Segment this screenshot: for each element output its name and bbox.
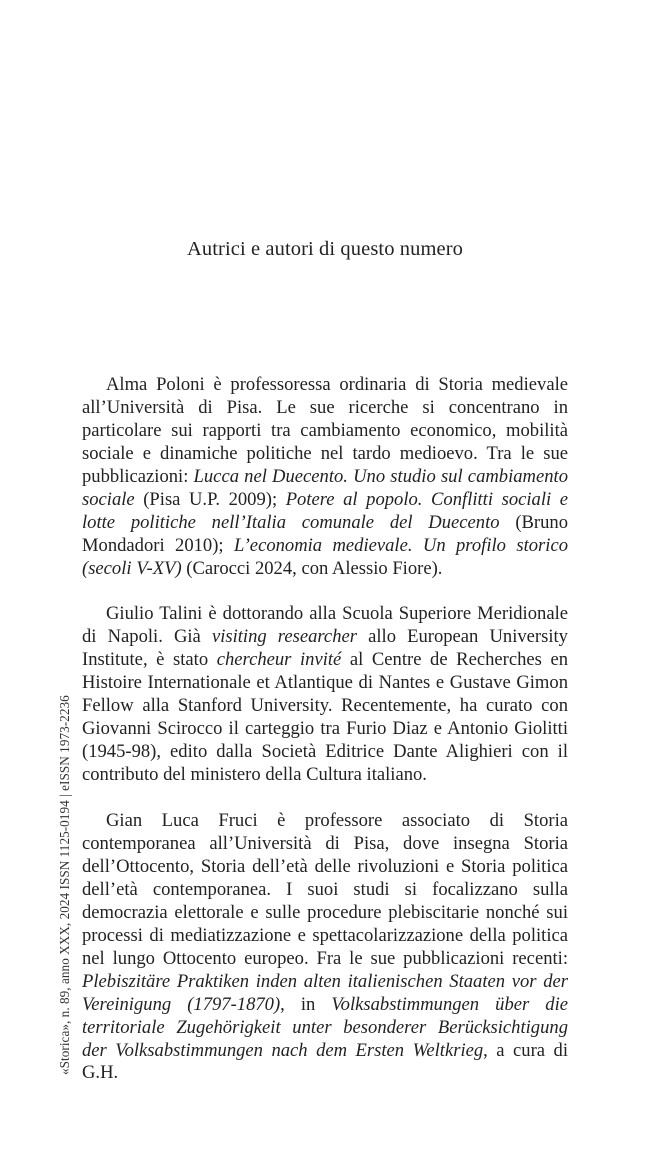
bio-text: (Bruno Mondadori 2010); bbox=[82, 511, 569, 556]
bio-alma-poloni bbox=[82, 374, 568, 581]
bio-text: Giulio Talini è dottorando alla Scuola Superiore Meridionale di Napoli. Già bbox=[82, 603, 568, 648]
book-title: Volksabstimmungen über die territoriale Zugehörigkeit unter besonderer Berücksichtigung der Volksabstimmungen nach dem Ersten Weltkrieg bbox=[82, 993, 568, 1061]
journal-citation: «Storica», n. 89, anno XXX, 2024 ISSN 1125-0194 | eISSN 1973-2236 bbox=[57, 695, 72, 1075]
book-title: Lucca nel Duecento. Uno studio sul cambiamento sociale bbox=[82, 465, 568, 510]
bio-text: Alma Poloni è professoressa ordinaria di Storia medievale all’Università di Pisa. Le sue ricerche si concentrano in particolare sui rapporti tra cambiamento economico, mobilità sociale e dinamiche politiche nel tardo medioevo. Tra le sue pubblicazioni: bbox=[82, 374, 568, 487]
bio-text: (Carocci 2024, con Alessio Fiore). bbox=[181, 557, 443, 579]
page-title: Autrici e autori di questo numero bbox=[187, 238, 463, 260]
bio-gian-luca-fruci bbox=[82, 810, 568, 1085]
bio-giulio-talini bbox=[82, 603, 568, 787]
book-title: L’economia medievale. Un profilo storico (secoli V-XV) bbox=[82, 534, 568, 579]
bio-text: , a cura di G.H. bbox=[82, 1039, 568, 1084]
book-title: Potere al popolo. Conflitti sociali e lotte politiche nell’Italia comunale del Duecento bbox=[82, 488, 568, 533]
book-title: Plebiszitäre Praktiken inden alten italienischen Staaten vor der Vereinigung (1797-1870) bbox=[82, 970, 568, 1015]
bio-text: (Pisa U.P. 2009); bbox=[134, 488, 286, 510]
italic-term: visiting researcher bbox=[211, 626, 357, 648]
bio-text: allo European University Institute, è stato bbox=[82, 626, 568, 671]
bio-text: Gian Luca Fruci è professore associato di Storia contemporanea all’Università di Pisa, dove insegna Storia dell’Ottocento, Storia dell’età delle rivoluzioni e Storia politica dell’età contemporanea. I suoi studi si focalizzano sulla democrazia elettorale e sulle procedure plebiscitarie nonché sui processi di mediatizzazione e spettacolarizzazione della politica nel lungo Ottocento europeo. Fra le sue pubblicazioni recenti: bbox=[82, 809, 568, 969]
contributors-list bbox=[82, 374, 568, 1085]
bio-text: al Centre de Recherches en Histoire Internationale et Atlantique di Nantes e Gustave Gimon Fellow alla Stanford University. Recentemente, ha curato con Giovanni Scirocco il carteggio tra Furio Diaz e Antonio Giolitti (1945-98), edito dalla Società Editrice Dante Alighieri con il contributo del ministero della Cultura italiano. bbox=[82, 649, 568, 786]
bio-text: , in bbox=[280, 993, 332, 1015]
italic-term: chercheur invité bbox=[216, 649, 342, 671]
